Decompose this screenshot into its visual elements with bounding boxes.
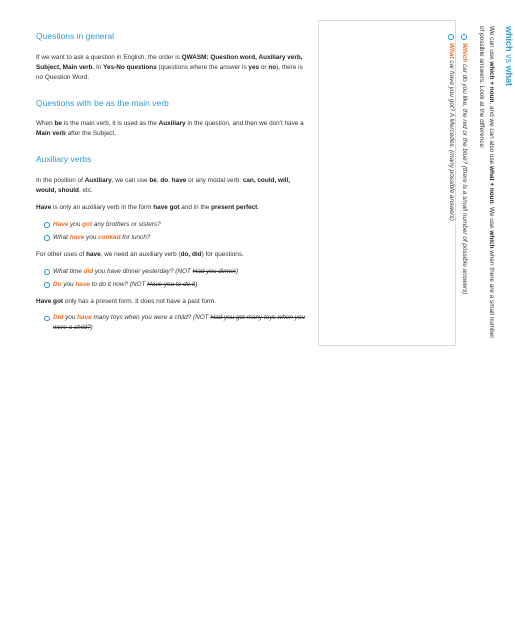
bold-text: can, could, will, would, should (36, 177, 291, 195)
bold-text: be (149, 177, 157, 185)
title-which: which (504, 26, 514, 52)
text: . In (92, 64, 104, 72)
text: What time (53, 267, 84, 275)
text: any brothers or sisters? (92, 220, 161, 228)
text: , (168, 177, 172, 185)
highlight-text: did (83, 267, 94, 275)
text: only has a present form. It does not have a past form. (63, 297, 217, 305)
bold-text: no (268, 64, 277, 72)
text: , we need an auxiliary verb ( (100, 250, 181, 258)
text: or (259, 64, 269, 72)
text: car do you like, the red or the blue? (there is a small number of possible answers) (461, 62, 469, 295)
highlight-text: got (82, 220, 93, 228)
bold-text: Yes-No questions (103, 64, 157, 72)
text: and in the (179, 203, 212, 211)
sidebar-title (501, 26, 515, 340)
bold-text: Have (36, 203, 52, 211)
text: ) for questions. (201, 250, 244, 258)
text: ), there is no Question Word. (36, 64, 303, 82)
text: , etc. (78, 187, 93, 195)
highlight-text: Did (53, 314, 64, 322)
text: ) (235, 267, 239, 275)
text: you (68, 220, 83, 228)
highlight-text: Which (461, 43, 469, 63)
text: (questions where the answer is (156, 64, 249, 72)
text: . (257, 203, 260, 211)
bold-text: have (171, 177, 187, 185)
text: In the position of (36, 177, 85, 185)
strikethrough-text: Have you to do it (147, 280, 196, 288)
text: many toys when you were a child? (NOT (91, 314, 211, 322)
list-item (459, 43, 469, 340)
text: When (36, 120, 55, 128)
example-list-have (36, 220, 308, 243)
paragraph-have-auxiliary (36, 203, 308, 213)
text: for lunch? (120, 233, 151, 241)
bold-text: have got (153, 203, 180, 211)
bold-text: yes (248, 64, 260, 72)
bold-text: present perfect (211, 203, 258, 211)
text: you (63, 314, 78, 322)
text: after the Subject. (65, 130, 116, 138)
text: when there are a small number of possible answers. Look at the difference: (478, 26, 496, 339)
list-item (446, 43, 456, 340)
list-item (53, 280, 308, 290)
highlight-text: have (75, 280, 90, 288)
highlight-text: Have (53, 220, 69, 228)
text: If we want to ask a question in English, the order is (36, 54, 182, 62)
main-content (36, 30, 308, 340)
text: in the question, and then we don't have a (185, 120, 304, 128)
text: What (53, 233, 70, 241)
paragraph-other-uses (36, 250, 308, 260)
text: For other uses of (36, 250, 87, 258)
heading-questions-in-general: Questions in general (36, 31, 114, 41)
bold-text: Main verb (36, 130, 66, 138)
bold-text: be (54, 120, 62, 128)
list-item (53, 233, 308, 243)
paragraph-be (36, 119, 308, 139)
highlight-text: cooked (98, 233, 121, 241)
bold-text: do, did (180, 250, 202, 258)
text: you (61, 280, 76, 288)
bold-text: what + noun (488, 166, 496, 204)
highlight-text: have (69, 233, 85, 241)
bold-text: QWASM: Question word, Auxiliary verb, Subject, Main verb (36, 54, 303, 72)
strikethrough-text: Had you got many toys when you were a child? (53, 314, 305, 332)
example-list-past (36, 313, 308, 333)
sidebar-example-list (446, 26, 469, 340)
text: or any modal verb: (186, 177, 243, 185)
rotated-content (439, 26, 515, 340)
text: ) (90, 324, 93, 332)
bold-text: which + noun (488, 61, 496, 103)
text: you (84, 233, 99, 241)
text: We can use (488, 26, 496, 62)
bold-text: which (488, 230, 496, 249)
bold-text: do (160, 177, 169, 185)
paragraph-qwasm (36, 53, 308, 83)
text: , we can use (111, 177, 150, 185)
title-vs: vs (504, 51, 514, 66)
text: car have you got? A Mercedes. (many possible answers) (448, 58, 456, 221)
text: to do it now? (NOT (89, 280, 148, 288)
text: is the main verb, it is used as the (61, 120, 159, 128)
list-item (53, 313, 308, 333)
list-item (53, 220, 308, 230)
paragraph-auxiliary (36, 176, 308, 196)
title-what: what (504, 65, 514, 87)
paragraph-have-got (36, 297, 308, 307)
bold-text: Have got (36, 297, 63, 305)
text: . We use (488, 203, 496, 231)
list-item (53, 267, 308, 277)
text: ) (195, 280, 198, 288)
heading-auxiliary-verbs: Auxiliary verbs (36, 153, 92, 164)
highlight-text: have (77, 314, 92, 322)
sidebar-paragraph (476, 26, 496, 340)
heading-be-main-verb: Questions with be as the main verb (36, 97, 169, 108)
sidebar-box-which-vs-what (318, 20, 514, 346)
text: , and we can also use (488, 102, 496, 167)
bold-text: Auxiliary (158, 120, 186, 128)
example-list-did (36, 267, 308, 290)
strikethrough-text: Had you dinner (192, 267, 236, 275)
text: , (156, 177, 161, 185)
bold-text: have (86, 250, 101, 258)
highlight-text: What (448, 43, 456, 59)
text: is only an auxiliary verb in the form (51, 203, 154, 211)
text: you have dinner yesterday? (NOT (93, 267, 193, 275)
highlight-text: Do (53, 280, 62, 288)
bold-text: Auxiliary (84, 177, 112, 185)
